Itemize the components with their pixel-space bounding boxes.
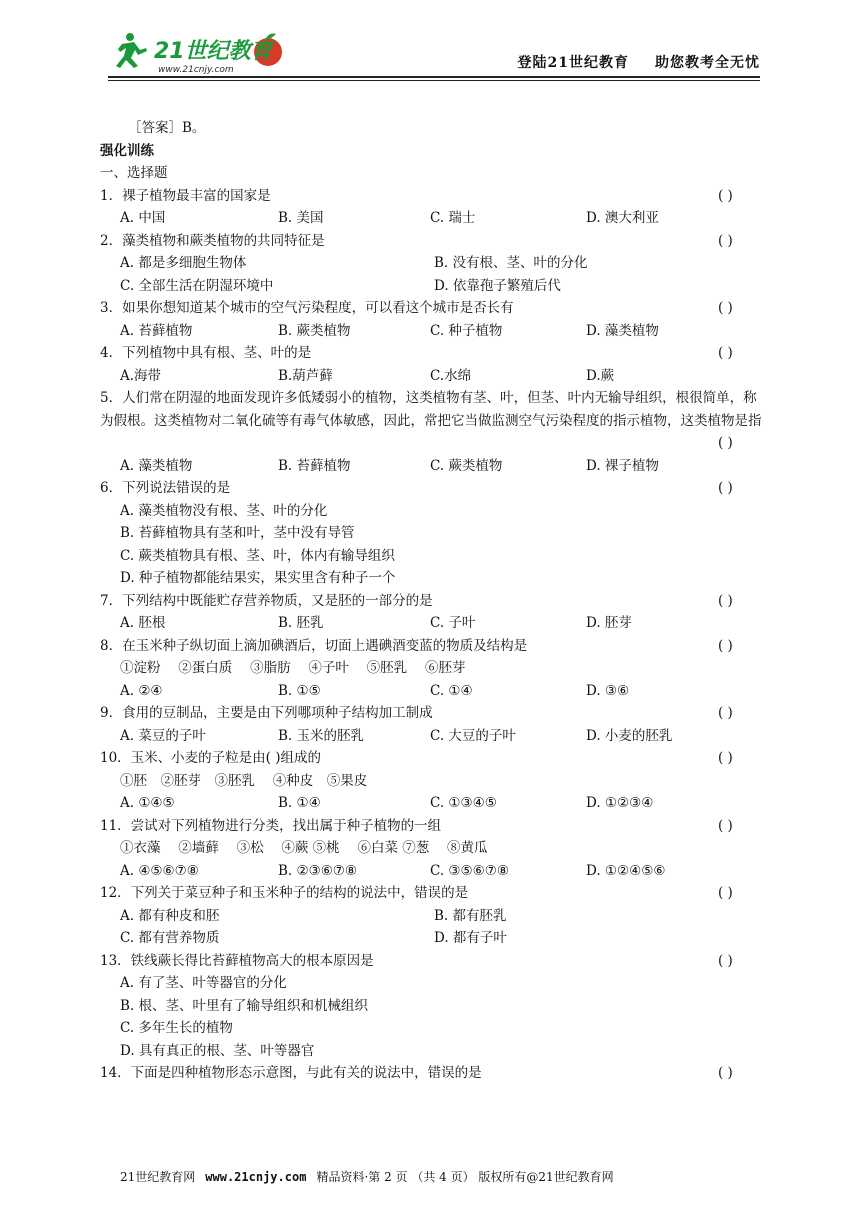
question-text: 8．在玉米种子纵切面上滴加碘酒后，切面上遇碘酒变蓝的物质及结构是 xyxy=(100,637,528,654)
option: A. 中国 xyxy=(120,210,166,226)
header-rule-thick xyxy=(108,76,760,78)
answer-blank[interactable]: ( ) xyxy=(718,232,733,249)
slogan-right: 助您教考全无忧 xyxy=(655,55,760,71)
option: B. ①⑤ xyxy=(278,682,321,699)
question-items: ①衣藻 ②墙藓 ③松 ④蕨 ⑤桃 ⑥白菜 ⑦葱 ⑧黄瓜 xyxy=(120,840,488,856)
option: C. ①③④⑤ xyxy=(430,795,497,811)
option: D. 裸子植物 xyxy=(586,457,659,474)
option: C. 蕨类植物具有根、茎、叶，体内有输导组织 xyxy=(120,547,395,564)
header-rule-thin xyxy=(108,80,760,81)
question-stem xyxy=(100,590,762,613)
section-title: 强化训练 xyxy=(100,142,154,159)
option: A. 有了茎、叶等器官的分化 xyxy=(120,975,287,991)
option-row xyxy=(100,860,762,883)
option-row xyxy=(100,792,762,815)
question-text: 12．下列关于菜豆种子和玉米种子的结构的说法中，错误的是 xyxy=(100,885,469,901)
option: A. 都是多细胞生物体 xyxy=(120,255,247,271)
header-slogan xyxy=(518,52,760,72)
option: C.水绵 xyxy=(430,367,472,384)
option: C. ③⑤⑥⑦⑧ xyxy=(430,862,509,879)
question-text: 4．下列植物中具有根、茎、叶的是 xyxy=(100,345,312,361)
option: D. 具有真正的根、茎、叶等器官 xyxy=(120,1042,315,1059)
option: D. ①②③④ xyxy=(586,795,654,811)
option: D. 种子植物都能结果实，果实里含有种子一个 xyxy=(120,570,396,586)
option: B. 美国 xyxy=(278,210,324,226)
page-footer xyxy=(120,1168,614,1185)
question-stem xyxy=(100,342,762,365)
answer-blank[interactable]: ( ) xyxy=(718,300,733,316)
answer-blank[interactable]: ( ) xyxy=(718,592,733,609)
option: C. 多年生长的植物 xyxy=(120,1020,233,1036)
question-items: ①胚 ②胚芽 ③胚乳 ④种皮 ⑤果皮 xyxy=(120,772,368,789)
answer-blank[interactable]: ( ) xyxy=(718,817,733,834)
subsection-title: 一、选择题 xyxy=(100,165,168,181)
answer-blank[interactable]: ( ) xyxy=(718,750,733,766)
option: A. 藻类植物 xyxy=(120,457,193,474)
option: A. 都有种皮和胚 xyxy=(120,907,220,924)
question-text: 1．裸子植物最丰富的国家是 xyxy=(100,187,271,204)
option: B. 胚乳 xyxy=(278,615,324,631)
option: D. 都有子叶 xyxy=(434,930,507,946)
footer-site: 21世纪教育网 xyxy=(120,1170,196,1184)
question-text: 9．食用的豆制品，主要是由下列哪项种子结构加工制成 xyxy=(100,705,433,721)
question-text: 5．人们常在阴湿的地面发现许多低矮弱小的植物，这类植物有茎、叶，但茎、叶内无输导组织，根很简单，称为假根。这类植物对二氧化硫等有毒气体敏感，因此，常把它当做监测空气污染程度的指示植物，这类植物是指 xyxy=(100,390,762,429)
answer-blank[interactable]: ( ) xyxy=(718,345,733,361)
option: B. ①④ xyxy=(278,795,321,811)
svg-text:www.21cnjy.com: www.21cnjy.com xyxy=(158,65,234,75)
answer-blank[interactable]: ( ) xyxy=(718,705,733,721)
option: B. ②③⑥⑦⑧ xyxy=(278,862,358,879)
option: C. 子叶 xyxy=(430,615,476,631)
document-body xyxy=(100,117,762,1085)
question-text: 6．下列说法错误的是 xyxy=(100,480,231,496)
question-text: 13．铁线蕨长得比苔藓植物高大的根本原因是 xyxy=(100,952,374,969)
option: D. ①②④⑤⑥ xyxy=(586,862,666,879)
question-text: 7．下列结构中既能贮存营养物质，又是胚的一部分的是 xyxy=(100,592,433,609)
question-text: 14．下面是四种植物形态示意图，与此有关的说法中，错误的是 xyxy=(100,1065,482,1081)
question-stem xyxy=(100,477,762,500)
question-stem xyxy=(100,747,762,770)
option: A. 藻类植物没有根、茎、叶的分化 xyxy=(120,502,328,519)
question-stem xyxy=(100,882,762,905)
option: B. 玉米的胚乳 xyxy=(278,727,365,744)
option-row xyxy=(100,725,762,748)
option: A. ②④ xyxy=(120,682,163,699)
option: C. 都有营养物质 xyxy=(120,930,220,946)
option-row xyxy=(100,612,762,635)
option: A. 菜豆的子叶 xyxy=(120,727,206,744)
option: D. 小麦的胚乳 xyxy=(586,727,673,744)
option-row xyxy=(100,320,762,343)
option: B. 没有根、茎、叶的分化 xyxy=(434,255,588,271)
answer-blank[interactable]: ( ) xyxy=(718,1065,733,1081)
question-stem xyxy=(100,815,762,838)
footer-info: 精品资料·第 2 页 （共 4 页） 版权所有@21世纪教育网 xyxy=(316,1170,614,1184)
answer-blank[interactable]: ( ) xyxy=(718,187,733,204)
option: C. 瑞士 xyxy=(430,210,476,226)
option: B. 苔藓植物具有茎和叶，茎中没有导管 xyxy=(120,525,355,541)
question-stem xyxy=(100,635,762,658)
option-row xyxy=(100,275,762,298)
slogan-left: 登陆21世纪教育 xyxy=(517,55,629,71)
option-row xyxy=(100,252,762,275)
option: C. 蕨类植物 xyxy=(430,457,503,474)
answer-line: ［答案］B。 xyxy=(128,120,206,136)
option: A. ①④⑤ xyxy=(120,795,175,811)
option-row xyxy=(100,207,762,230)
option: B.葫芦藓 xyxy=(278,367,333,384)
question-list xyxy=(100,185,762,1085)
option: B. 苔藓植物 xyxy=(278,457,351,474)
option: D. 澳大利亚 xyxy=(586,210,659,226)
option: B. 蕨类植物 xyxy=(278,322,351,339)
answer-blank[interactable]: ( ) xyxy=(718,885,733,901)
question-text: 10．玉米、小麦的子粒是由( )组成的 xyxy=(100,750,322,766)
question-text: 2．藻类植物和蕨类植物的共同特征是 xyxy=(100,232,325,249)
option: B. 都有胚乳 xyxy=(434,907,507,924)
option: C. 种子植物 xyxy=(430,322,503,339)
option-row xyxy=(100,365,762,388)
option: C. 全部生活在阴湿环境中 xyxy=(120,277,274,294)
option: D. 藻类植物 xyxy=(586,322,659,339)
question-stem xyxy=(100,185,762,208)
option: B. 根、茎、叶里有了输导组织和机械组织 xyxy=(120,997,369,1014)
site-logo xyxy=(108,28,288,76)
answer-blank[interactable]: ( ) xyxy=(718,480,733,496)
question-stem xyxy=(100,230,762,253)
option-row xyxy=(100,927,762,950)
footer-url: www.21cnjy.com xyxy=(205,1170,307,1184)
option: A. 胚根 xyxy=(120,615,166,631)
answer-blank[interactable]: ( ) xyxy=(718,952,733,969)
answer-blank[interactable]: ( ) xyxy=(718,435,733,451)
svg-text:21世纪教育: 21世纪教育 xyxy=(154,39,273,64)
option-row xyxy=(100,680,762,703)
question-stem xyxy=(100,297,762,320)
option: A. ④⑤⑥⑦⑧ xyxy=(120,862,199,879)
option: D.蕨 xyxy=(586,367,615,384)
question-stem xyxy=(100,387,762,455)
option: C. ①④ xyxy=(430,682,473,699)
option: A. 苔藓植物 xyxy=(120,322,193,339)
option: D. ③⑥ xyxy=(586,682,630,699)
option-row xyxy=(100,455,762,478)
question-stem xyxy=(100,702,762,725)
question-stem xyxy=(100,1062,762,1085)
question-stem xyxy=(100,950,762,973)
question-text: 3．如果你想知道某个城市的空气污染程度，可以看这个城市是否长有 xyxy=(100,300,514,316)
page-header xyxy=(108,28,760,78)
option: D. 依靠孢子繁殖后代 xyxy=(434,277,561,294)
option: A.海带 xyxy=(120,367,162,384)
answer-blank[interactable]: ( ) xyxy=(718,637,733,654)
question-items: ①淀粉 ②蛋白质 ③脂肪 ④子叶 ⑤胚乳 ⑥胚芽 xyxy=(120,660,466,676)
question-text: 11．尝试对下列植物进行分类，找出属于种子植物的一组 xyxy=(100,817,442,834)
option: C. 大豆的子叶 xyxy=(430,727,516,744)
option: D. 胚芽 xyxy=(586,615,632,631)
option-row xyxy=(100,905,762,928)
